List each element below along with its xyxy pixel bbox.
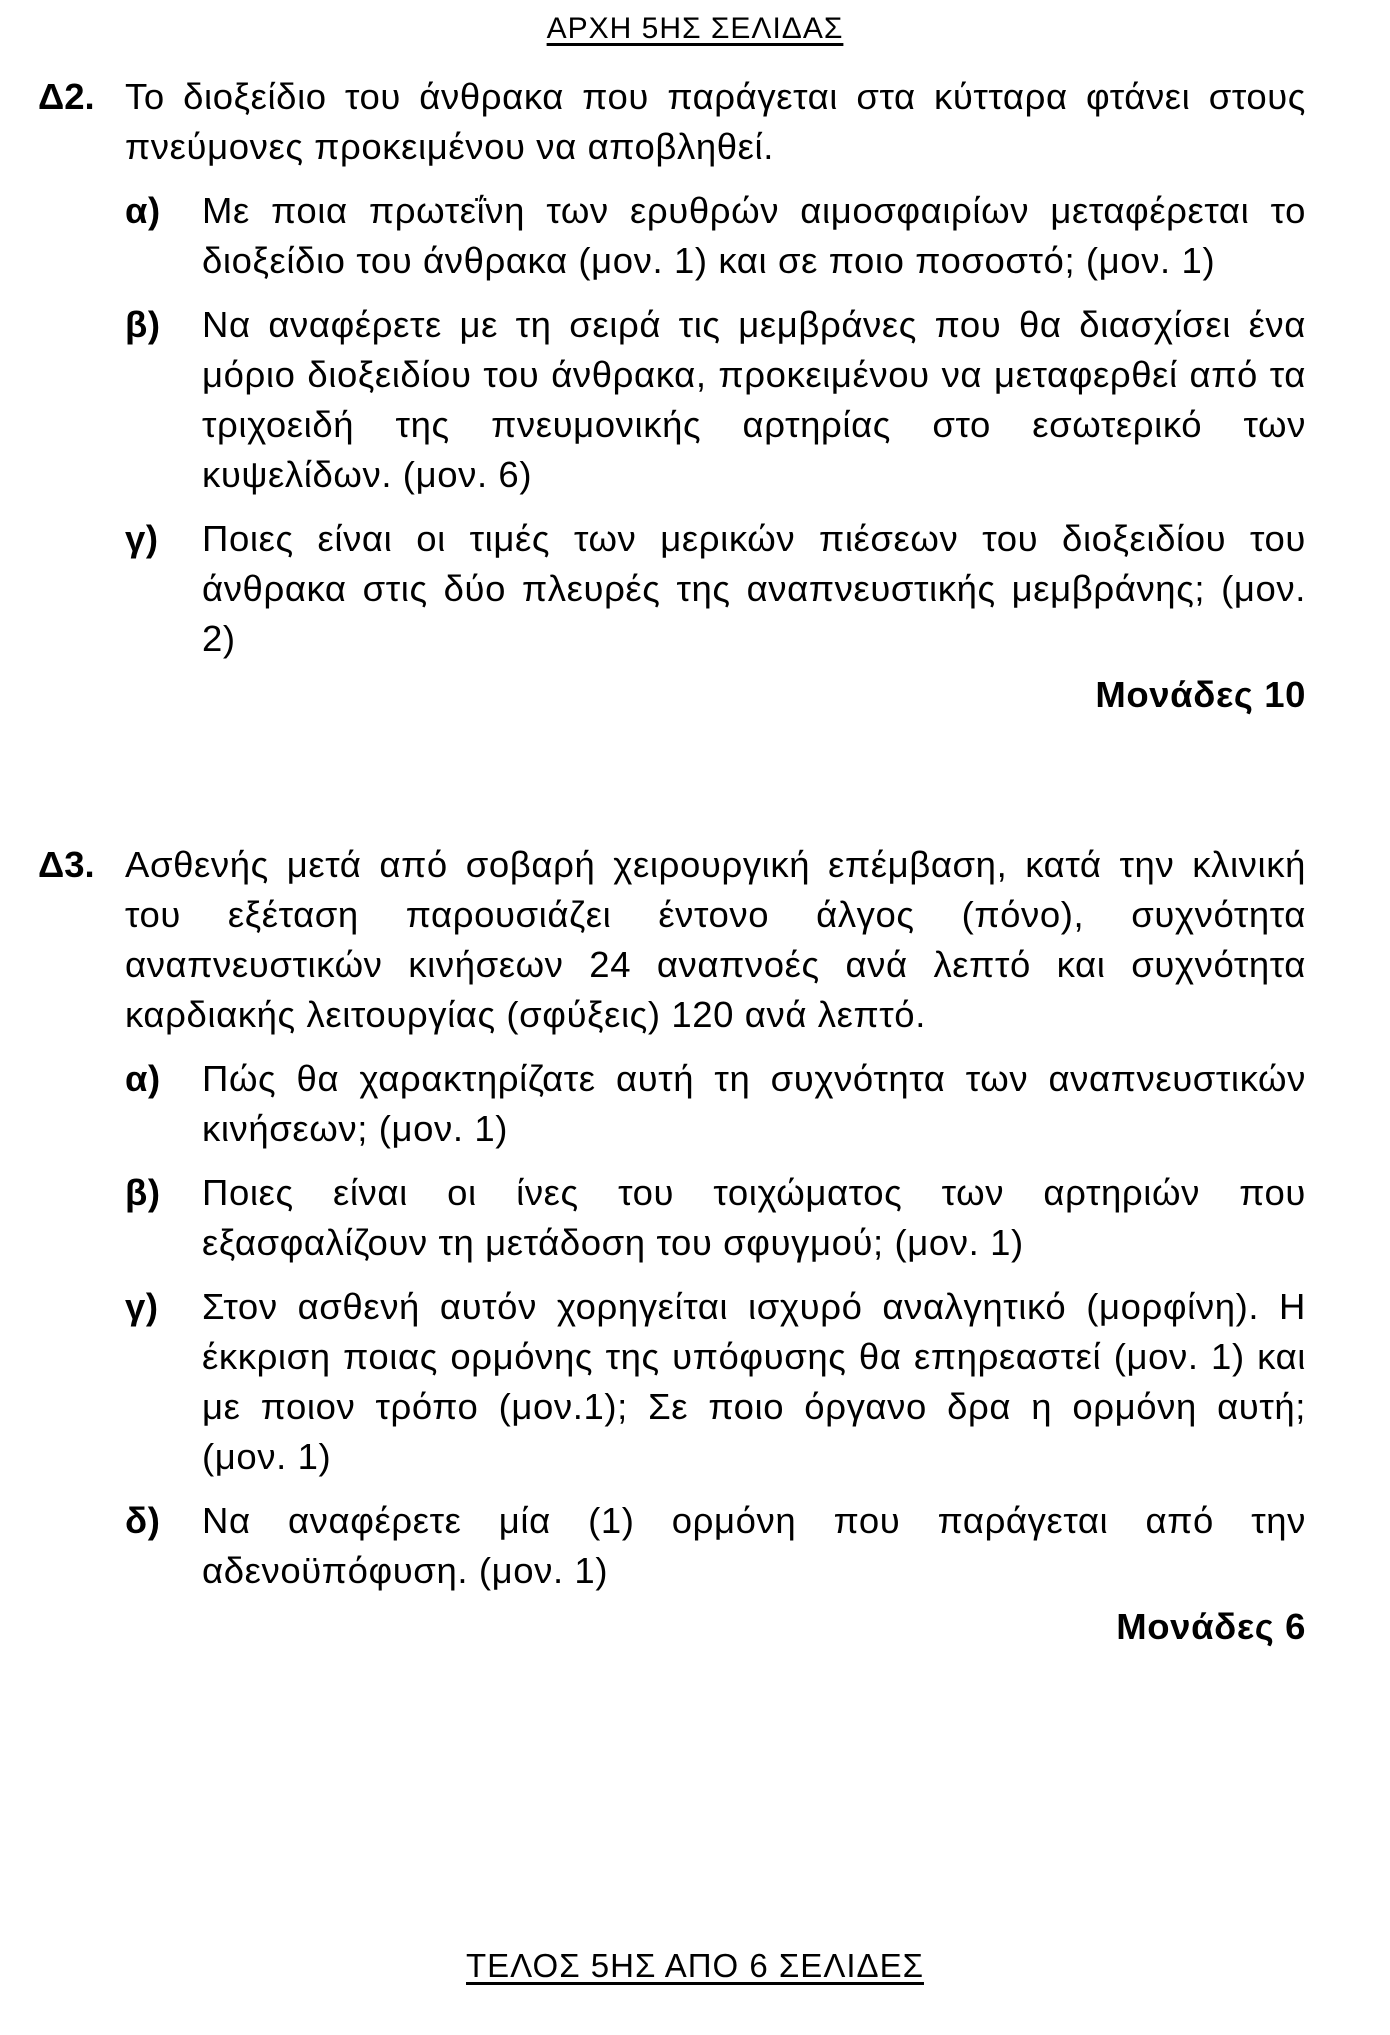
question-marks: Μονάδες 6 [1116, 1606, 1306, 1647]
subquestion-label: γ) [125, 1286, 159, 1327]
subquestion-label: β) [125, 304, 161, 345]
subquestion-b [125, 300, 1306, 500]
page-footer-text: ΤΕΛΟΣ 5ΗΣ ΑΠΟ 6 ΣΕΛΙΔΕΣ [466, 1947, 924, 1984]
subquestion-text: Ποιες είναι οι ίνες του τοιχώματος των αρτηριών που εξασφαλίζουν τη μετάδοση του σφυγμού; (μον. 1) [202, 1172, 1306, 1263]
page-header-text: ΑΡΧΗ 5ΗΣ ΣΕΛΙΔΑΣ [546, 12, 844, 45]
subquestion-label: α) [125, 190, 161, 231]
question-number: Δ2. [38, 76, 95, 117]
subquestion-a [125, 186, 1306, 286]
subquestion-text: Πώς θα χαρακτηρίζατε αυτή τη συχνότητα των αναπνευστικών κινήσεων; (μον. 1) [202, 1058, 1306, 1149]
page-header [0, 12, 1390, 46]
subquestion-c [125, 514, 1306, 664]
subquestion-d [125, 1496, 1306, 1596]
question-d3 [38, 840, 1306, 1652]
subquestion-text: Με ποια πρωτεΐνη των ερυθρών αιμοσφαιρίων μεταφέρεται το διοξείδιο του άνθρακα (μον. 1) και σε ποιο ποσοστό; (μον. 1) [202, 190, 1306, 281]
question-number: Δ3. [38, 844, 95, 885]
question-d2 [38, 72, 1306, 720]
subquestion-text: Ποιες είναι οι τιμές των μερικών πιέσεων του διοξειδίου του άνθρακα στις δύο πλευρές της αναπνευστικής μεμβράνης; (μον. 2) [202, 518, 1306, 659]
page-footer [0, 1947, 1390, 1985]
question-marks: Μονάδες 10 [1095, 674, 1306, 715]
subquestion-text: Στον ασθενή αυτόν χορηγείται ισχυρό αναλγητικό (μορφίνη). Η έκκριση ποιας ορμόνης της υπόφυσης θα επηρεαστεί (μον. 1) και με ποιον τρόπο (μον.1); Σε ποιο όργανο δρα η ορμόνη αυτή; (μον. 1) [202, 1286, 1306, 1477]
question-intro: Το διοξείδιο του άνθρακα που παράγεται στα κύτταρα φτάνει στους πνεύμονες προκειμένου να αποβληθεί. [125, 76, 1306, 167]
subquestion-text: Να αναφέρετε μία (1) ορμόνη που παράγεται από την αδενοϋπόφυση. (μον. 1) [202, 1500, 1306, 1591]
subquestion-a [125, 1054, 1306, 1154]
question-intro: Ασθενής μετά από σοβαρή χειρουργική επέμβαση, κατά την κλινική του εξέταση παρουσιάζει έντονο άλγος (πόνο), συχνότητα αναπνευστικών κινήσεων 24 αναπνοές ανά λεπτό και συχνότητα καρδιακής λειτουργίας (σφύξεις) 120 ανά λεπτό. [125, 844, 1306, 1035]
subquestion-label: β) [125, 1172, 161, 1213]
subquestion-c [125, 1282, 1306, 1482]
subquestion-text: Να αναφέρετε με τη σειρά τις μεμβράνες που θα διασχίσει ένα μόριο διοξειδίου του άνθρακα, προκειμένου να μεταφερθεί από τα τριχοειδή της πνευμονικής αρτηρίας στο εσωτερικό των κυψελίδων. (μον. 6) [202, 304, 1306, 495]
subquestion-b [125, 1168, 1306, 1268]
subquestion-label: γ) [125, 518, 159, 559]
subquestion-label: α) [125, 1058, 161, 1099]
subquestion-label: δ) [125, 1500, 161, 1541]
